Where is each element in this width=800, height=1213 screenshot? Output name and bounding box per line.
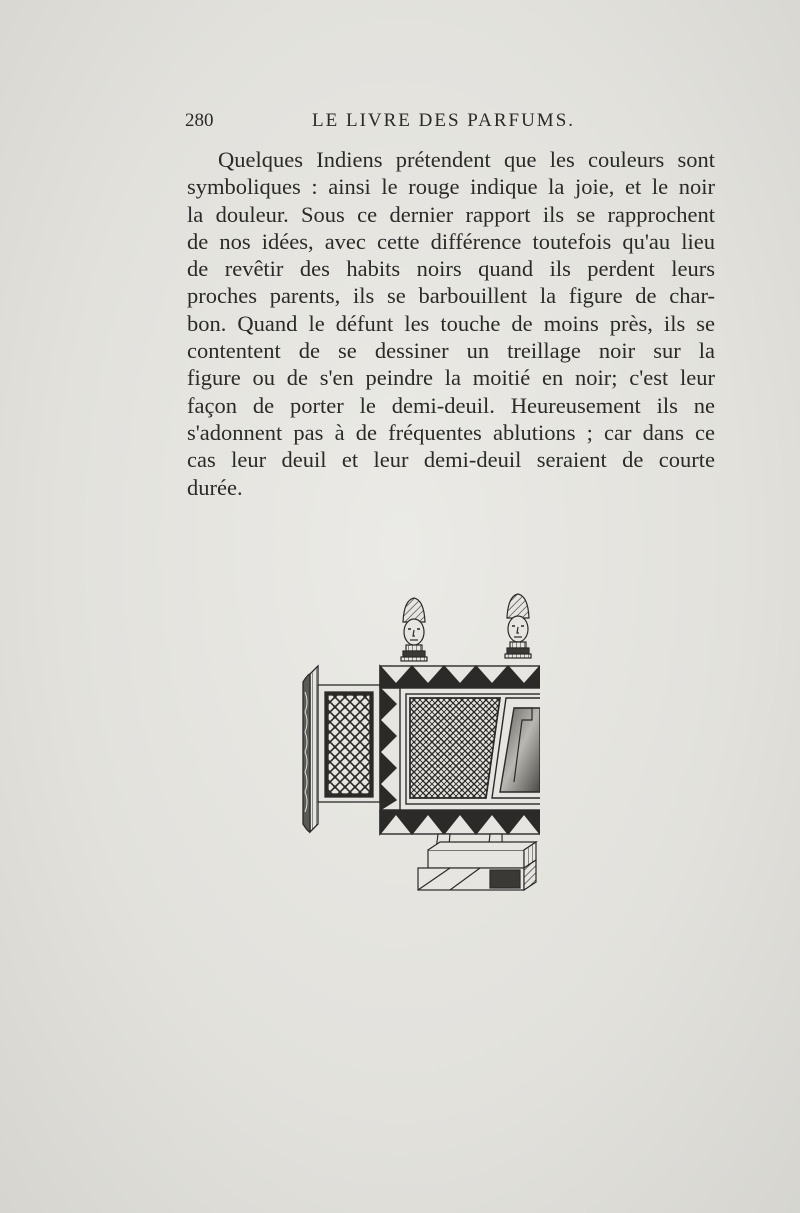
text-line: de nos idées, avec cette différence toutefois qu'au lieu [187, 228, 715, 254]
page-number: 280 [185, 110, 214, 131]
page-header [185, 110, 715, 140]
text-line: contentent de se dessiner un treillage noir sur la [187, 338, 715, 364]
text-line: Quelques Indiens prétendent que les couleurs sont [218, 147, 715, 172]
text-line: s'adonnent pas à de fréquentes ablutions ; car dans ce [187, 419, 715, 445]
text-line: de revêtir des habits noirs quand ils perdent leurs [187, 256, 715, 282]
text-line: bon. Quand le défunt les touche de moins près, ils se [187, 310, 715, 336]
text-line: symboliques : ainsi le rouge indique la joie, et le noir [187, 174, 715, 200]
text-line: proches parents, ils se barbouillent la figure de char- [187, 283, 715, 309]
ornamental-perfume-box-engraving-icon [300, 592, 540, 902]
paragraph [187, 146, 715, 501]
text-line: figure ou de s'en peindre la moitié en noir; c'est leur [187, 365, 715, 391]
text-line: façon de porter le demi-deuil. Heureusement ils ne [187, 392, 715, 418]
running-title: LE LIVRE DES PARFUMS. [312, 110, 576, 131]
text-line: cas leur deuil et leur demi-deuil seraient de courte [187, 447, 715, 473]
text-line: la douleur. Sous ce dernier rapport ils se rapprochent [187, 201, 715, 227]
text-line: durée. [187, 474, 243, 500]
